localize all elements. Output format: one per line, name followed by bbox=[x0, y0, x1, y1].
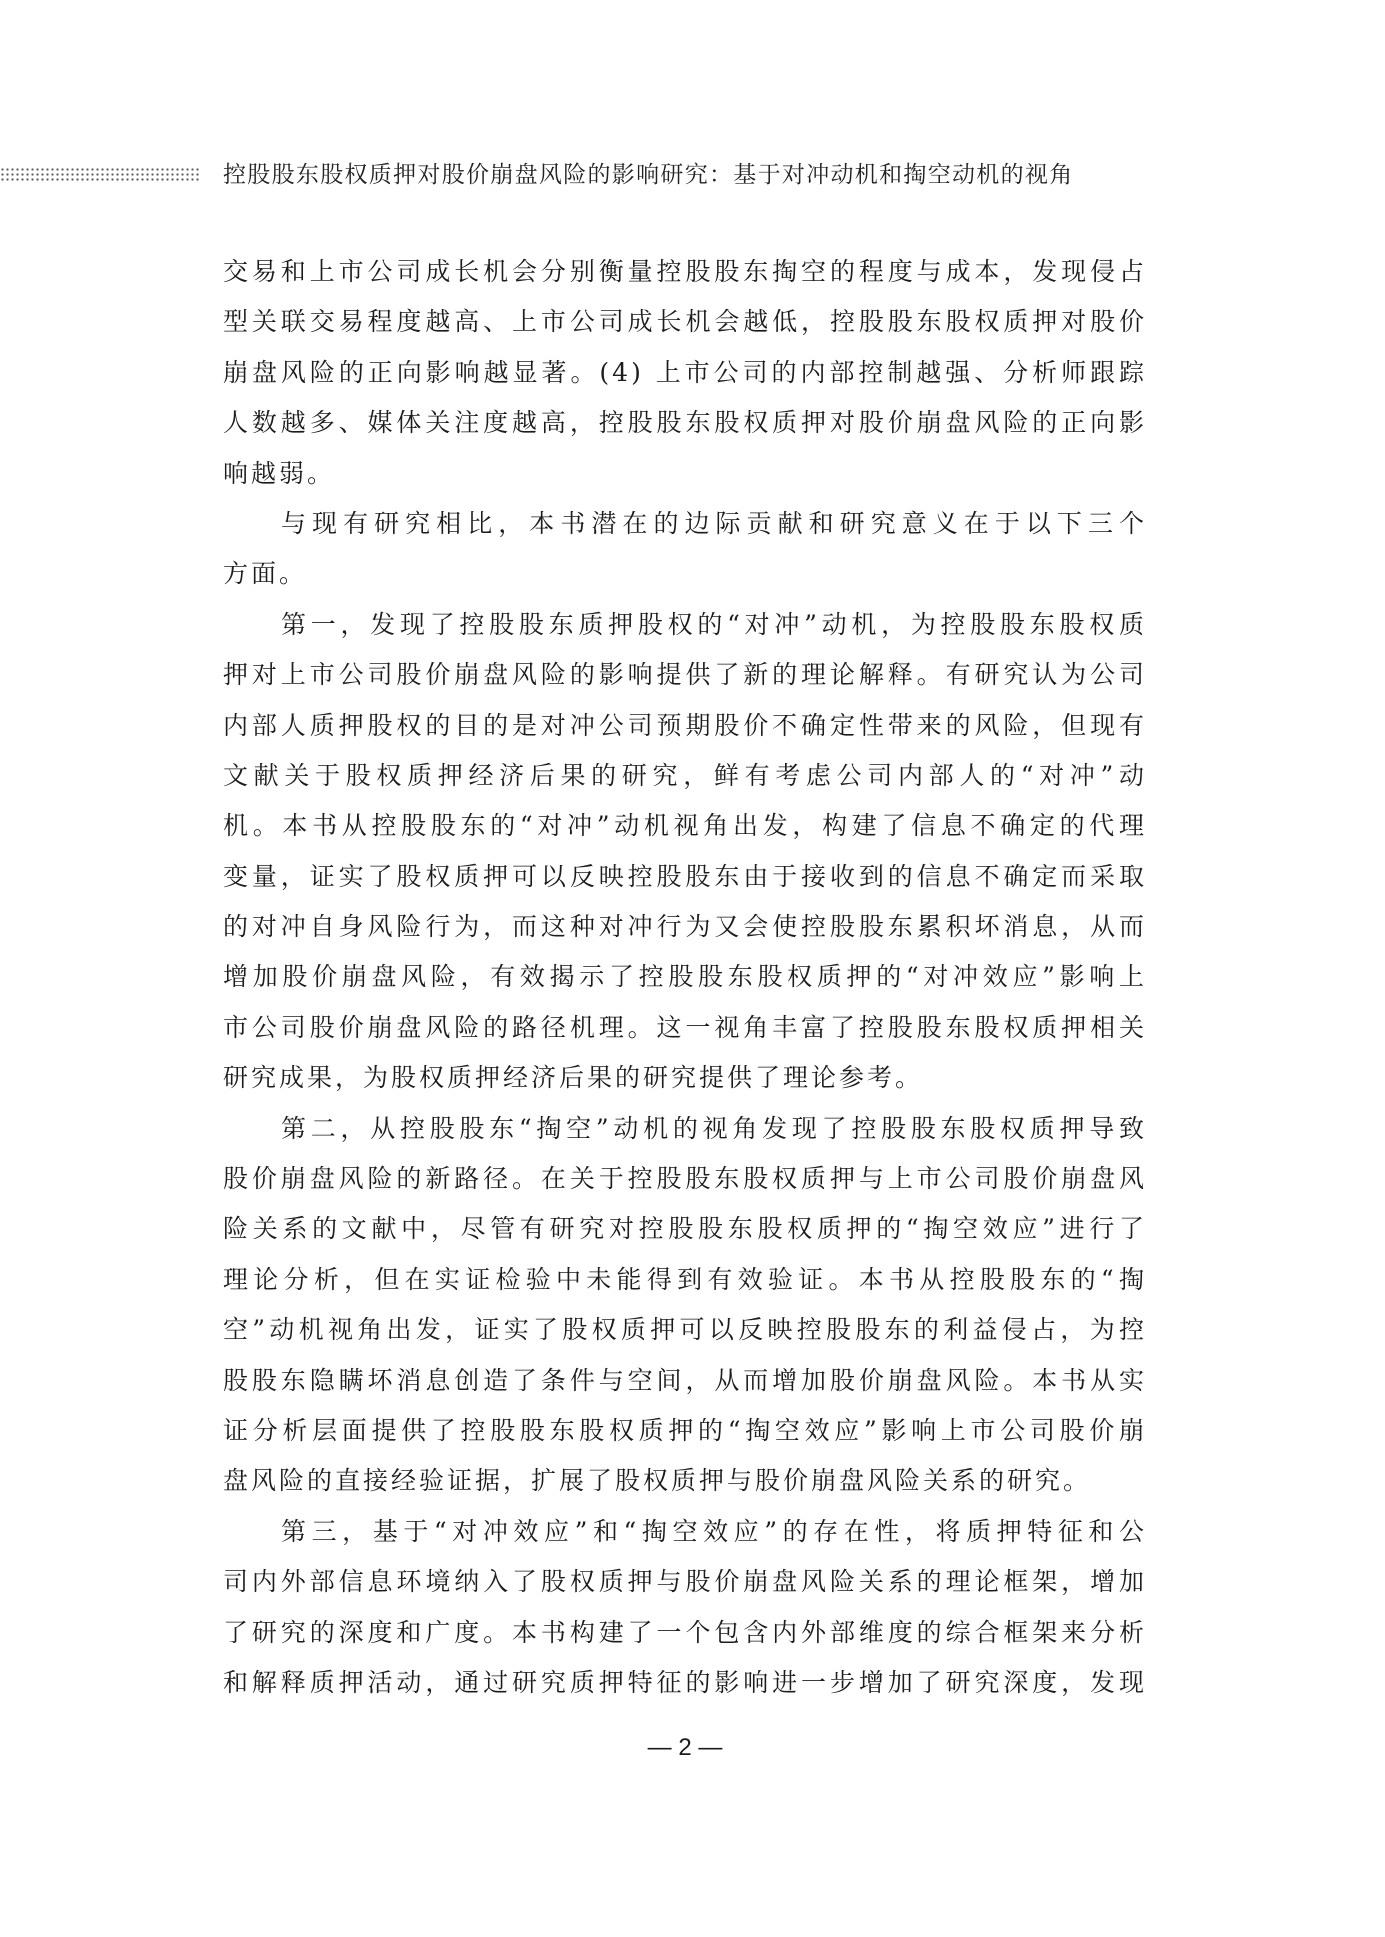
paragraph bbox=[223, 499, 1147, 600]
text-line: 响越弱。 bbox=[223, 458, 336, 488]
text-line: 与现有研究相比，本书潜在的边际贡献和研究意义在于以下三个 bbox=[281, 508, 1147, 538]
text-line: 型关联交易程度越高、上市公司成长机会越低，控股股东股权质押对股价 bbox=[223, 307, 1147, 337]
text-line: 机。本书从控股股东的“对冲”动机视角出发，构建了信息不确定的代理 bbox=[223, 811, 1147, 841]
text-line: 交易和上市公司成长机会分别衡量控股股东掏空的程度与成本，发现侵占 bbox=[223, 257, 1147, 286]
header-dotted-rule bbox=[0, 167, 200, 182]
paragraph bbox=[223, 247, 1147, 499]
text-line: 市公司股价崩盘风险的路径机理。这一视角丰富了控股股东股权质押相关 bbox=[223, 1012, 1147, 1042]
text-line: 增加股价崩盘风险，有效揭示了控股股东股权质押的“对冲效应”影响上 bbox=[223, 962, 1147, 992]
text-line: 险关系的文献中，尽管有研究对控股股东股权质押的“掏空效应”进行了 bbox=[223, 1214, 1147, 1244]
text-line: 司内外部信息环境纳入了股权质押与股价崩盘风险关系的理论框架，增加 bbox=[223, 1567, 1147, 1597]
text-line: 理论分析，但在实证检验中未能得到有效验证。本书从控股股东的“掏 bbox=[223, 1264, 1147, 1294]
text-line: 内部人质押股权的目的是对冲公司预期股价不确定性带来的风险，但现有 bbox=[223, 710, 1147, 740]
paragraph bbox=[223, 1507, 1147, 1709]
text-line: 第一，发现了控股股东质押股权的“对冲”动机，为控股股东股权质 bbox=[281, 609, 1147, 639]
text-line: 方面。 bbox=[223, 559, 308, 589]
text-line: 崩盘风险的正向影响越显著。(4) 上市公司的内部控制越强、分析师跟踪 bbox=[223, 357, 1147, 387]
text-line: 人数越多、媒体关注度越高，控股股东股权质押对股价崩盘风险的正向影 bbox=[223, 408, 1147, 438]
paragraph bbox=[223, 600, 1147, 1104]
text-line: 变量，证实了股权质押可以反映控股股东由于接收到的信息不确定而采取 bbox=[223, 861, 1147, 891]
text-line: 第二，从控股股东“掏空”动机的视角发现了控股股东股权质押导致 bbox=[281, 1113, 1147, 1143]
text-line: 盘风险的直接经验证据，扩展了股权质押与股价崩盘风险关系的研究。 bbox=[223, 1466, 1092, 1496]
text-line: 股价崩盘风险的新路径。在关于控股股东股权质押与上市公司股价崩盘风 bbox=[223, 1164, 1147, 1194]
text-line: 了研究的深度和广度。本书构建了一个包含内外部维度的综合框架来分析 bbox=[223, 1617, 1147, 1647]
running-header-title: 控股股东股权质押对股价崩盘风险的影响研究：基于对冲动机和掏空动机的视角 bbox=[223, 162, 1074, 188]
text-line: 文献关于股权质押经济后果的研究，鲜有考虑公司内部人的“对冲”动 bbox=[223, 760, 1147, 790]
text-line: 证分析层面提供了控股股东股权质押的“掏空效应”影响上市公司股价崩 bbox=[223, 1415, 1147, 1445]
paragraph bbox=[223, 1104, 1147, 1507]
text-line: 押对上市公司股价崩盘风险的影响提供了新的理论解释。有研究认为公司 bbox=[223, 660, 1147, 690]
page-number: — 2 — bbox=[647, 1734, 723, 1761]
text-line: 空”动机视角出发，证实了股权质押可以反映控股股东的利益侵占，为控 bbox=[223, 1315, 1147, 1345]
text-line: 研究成果，为股权质押经济后果的研究提供了理论参考。 bbox=[223, 1063, 924, 1093]
text-line: 第三，基于“对冲效应”和“掏空效应”的存在性，将质押特征和公 bbox=[281, 1516, 1147, 1546]
text-line: 股股东隐瞒坏消息创造了条件与空间，从而增加股价崩盘风险。本书从实 bbox=[223, 1365, 1147, 1395]
text-line: 和解释质押活动，通过研究质押特征的影响进一步增加了研究深度，发现 bbox=[223, 1667, 1147, 1697]
body-text bbox=[223, 247, 1147, 1708]
text-line: 的对冲自身风险行为，而这种对冲行为又会使控股股东累积坏消息，从而 bbox=[223, 912, 1147, 942]
